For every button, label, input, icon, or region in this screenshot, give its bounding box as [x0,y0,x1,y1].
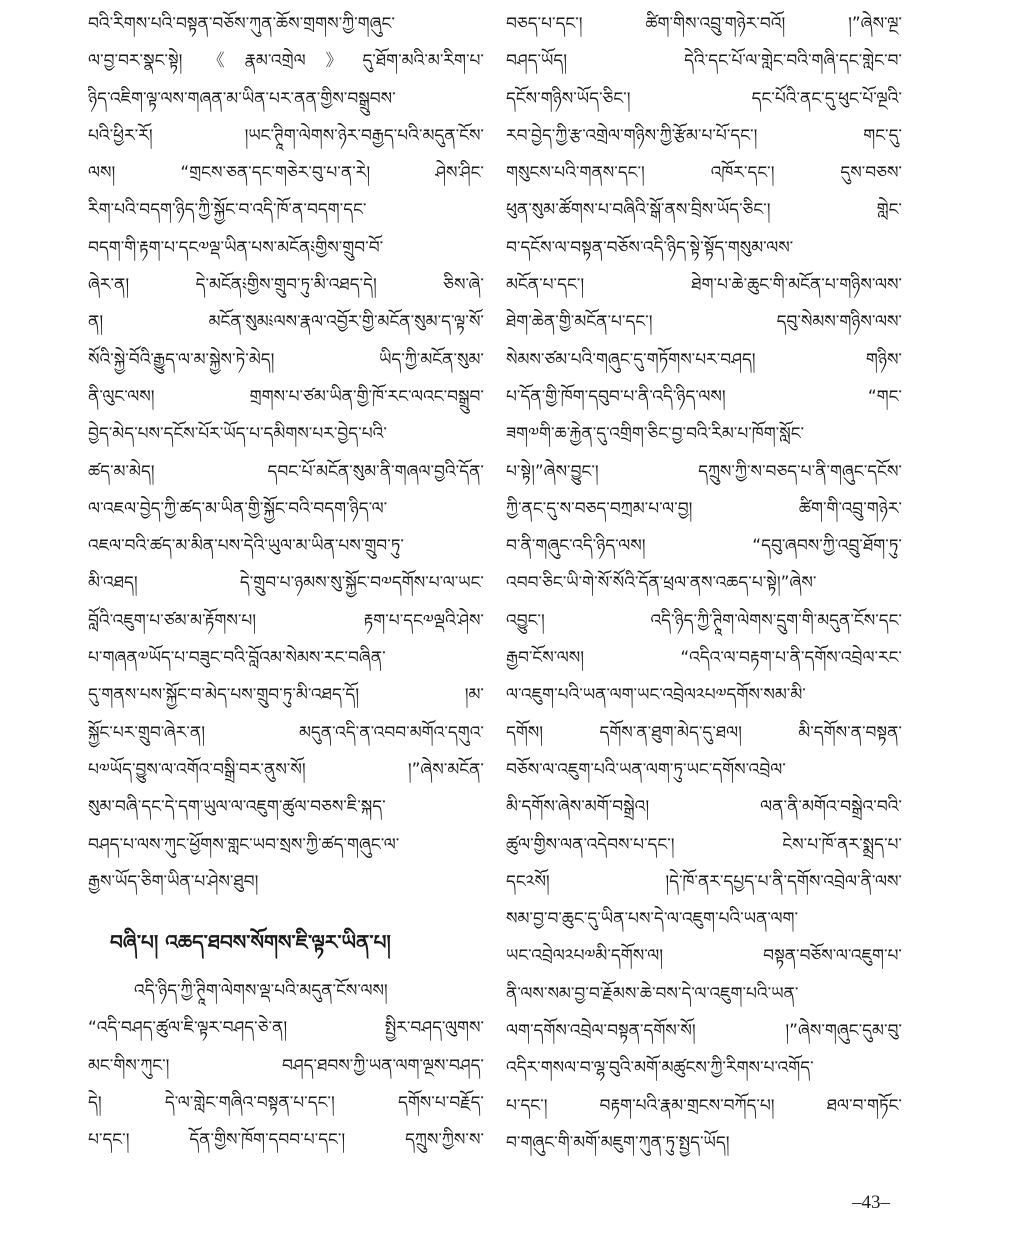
text-line: ཟག༧གི་ཆ་རྐྱེན་དུ་འགྲིག་ཅིང་བྱ་བའི་རིམ་པ་ཁོག་སློང་ [506,424,805,445]
text-line: རྒྱས་ཡོད་ཅིག་ཡིན་པ་ཤེས་ཐུབ། [88,871,259,892]
text-line: བློའི་འཇུག་པ་ཙམ་མ་རྟོགས་པ། རྟག་པ་དང༧ལྡའི་ཤེས་ [88,610,484,631]
text-line: དུ་གནས་པས་སྐྱོང་བ་མེད་པས་གྲུབ་ཏུ་མི་འཐད་དོ། །མ་ [88,685,484,706]
text-line: བཤད་པ་ལས་ཀུང་ཕྱོགས་གླང་ཡབ་སྲས་ཀྱི་ཚད་གཞུང་ལ་ [88,834,400,855]
text-line: པ་དོན་གྱི་ཁོག་དབུབ་པ་ནི་འདི་ཉིད་ལས། “གང་ [506,386,902,407]
text-line: དེ། དེ་ལ་གླེང་གཞིའ་བསྟན་པ་དང་། དགོས་པ་བརྗོད་ [88,1093,484,1114]
text-line: མང་གིས་ཀུང་། བཤད་ཐབས་ཀྱི་ཡན་ལག་ལྔས་བཤད་ [88,1055,484,1076]
text-line: ཚུལ་གྱིས་ལན་འདེབས་པ་དང་། ངེས་པ་ཁོ་ནར་སྨྲད་པ་ [506,834,902,855]
text-line: འབྱུང་། འདི་ཉིད་ཀྱི་ཊཱིག་ལེགས་དྲུག་གི་མདུན་ངོས་དང་ [506,610,902,631]
text-line: བ་གཞུང་གི་མགོ་མཇུག་ཀུན་ཏུ་སྤྱད་ཡོད། [506,1132,730,1153]
text-line: པ་གཞན༧ཡོད་པ་བཟུང་བའི་བློའམ་སེམས་རང་བཞིན་ [88,648,386,669]
text-line: སེམས་ཙམ་པའི་གཞུང་དུ་གཏོགས་པར་བཤད། གཉིས་ [506,349,902,370]
text-line: དང༢སོ། །དེ་ཁོ་ནར་དཔྱད་པ་ནི་དགོས་འབྲེལ་ནི་ལས་ [506,871,902,892]
text-line: ལ་བྱ་བར་སྣང་སྟེ། 《རྣམ་འགྲེལ》དུ་ཐོག་མའི་མ་རིག་པ་ [88,51,484,72]
text-line: སྐྱོང་པར་གྲུབ་ཞེར་ན། མདུན་འདི་ན་འབབ་མགོའ་དགུའ་ [88,722,484,743]
text-line: ཐེག་ཆེན་གྱི་མངོན་པ་དང་། དབུ་སེམས་གཉིས་ལས་ [506,312,902,333]
text-line: འདིར་གསལ་བ་ལྷ་བུའི་མགོ་མཚུངས་ཀྱི་རིགས་པ་འགོད་ [506,1058,814,1079]
text-line: ཉིད་འཇིག་ལྟ་ལས་གཞན་མ་ཡིན་པར་ནན་གྱིས་བསྒྲུབས་ [88,88,396,109]
text-line: འདི་ཉིད་ཀྱི་ཊཱིག་ལེགས་ལྡ་པའི་མདུན་ངོས་ལས། [134,981,388,1002]
page-number: –43– [852,1192,890,1213]
text-line: མངོན་པ་དང་། ཐེག་པ་ཆེ་ཆུང་གི་མངོན་པ་གཉིས་ལས་ [506,275,902,296]
text-line: གསུངས་པའི་གནས་དང་། འཁོར་དང་། དུས་བཅས་ [506,163,902,184]
text-line: ལག་དགོས་འབྲེལ་བསྟན་དགོས་སོ། །”ཞེས་གཞུང་དུམ་བུ་ [506,1021,902,1042]
text-line: ནི་ལས་སམ་བྱ་བ་རྗོམས་ཆེ་བས་དེ་ལ་འཇུག་པའི་ཡན་ [506,983,799,1004]
text-line: བ་དངོས་ལ་བསྟན་བཅོས་འདི་ཉིད་སྟེ་སྟོད་གསུམ་ལས་ [506,237,794,258]
text-line: མི་འཐད། དེ་གྲུབ་པ་ཉམས་སུ་སྐྱོང་བ༧དགོས་པ་ལ་ཡང་ [88,573,484,594]
text-line: ཞེར་ན། དེ་མངོན༴གྱིས་གྲུབ་ཏུ་མི་འཐད་དེ། ཅིས་ཞེ་ [88,275,484,296]
text-line: རིག་པའི་བདག་ཉིད་ཀྱི་སྐྱོང་བ་འདི་ཁོ་ན་བདག་དང་ [88,200,367,221]
text-line: བདག་གི་རྟག་པ་དང༧ལྡ་ཡིན་པས་མངོན༴གྱིས་གྲུབ་བོ་ [88,237,384,258]
text-line: འཇལ་བའི་ཚད་མ་མིན་པས་དེའི་ཡུལ་མ་ཡིན་པས་གྲུབ་ཏུ་ [88,536,404,557]
text-line: ཚད་མ་མེད། དབང་པོ་མངོན་སུམ་ནི་གཞལ་བྱའི་དོན་ [88,461,484,482]
text-line: ལ་འཇལ་བྱེད་ཀྱི་ཚད་མ་ཡིན་གྱི་སྐྱོང་བའི་བདག་ཉིད་ལ་ [88,498,388,519]
text-line: པའི་ཕྱིར་རོ། །ཡང་ཊཱིག་ལེགས་ཉེར་བརྒྱད་པའི་མདུན་ངོས་ [88,125,484,146]
text-line: བའི་རིགས་པའི་བསྟན་བཅོས་ཀུན་ཆོས་གྲགས་ཀྱི་གཞུང་ [88,14,395,34]
text-line: སོའི་སྐྱེ་བོའི་རྒྱུད་ལ་མ་སྐྱེས་ཏེ་མེད། ཡིད་ཀྱི་མངོན་སུམ་ [88,349,484,370]
text-line: དགོས། དགོས་ན་ཐུག་མེད་དུ་ཐལ། མི་དགོས་ན་བསྟན་ [506,722,902,743]
text-line: སམ་བྱ་བ་ཆུང་དུ་ཡིན་པས་དེ་ལ་འཇུག་པའི་ཡན་ལག་ [506,909,799,930]
paragraph-1 [88,6,484,901]
text-line: པ༧ཡོད་བྱུས་ལ་འགོའ་བསྒྲི་བར་ནུས་སོ། །”ཞེས་མངོན་ [88,759,484,780]
text-line: ན། མངོན་སུམ༴ལས་རྣལ་འབྱོར་གྱི་མངོན་སུམ་ད་ལྟ་སོ་ [88,312,484,333]
text-line: དངོས་གཉིས་ཡོད་ཅིང་། དང་པོའི་ནང་དུ་ཕུང་པོ་ལྔའི་ [506,88,902,109]
section-heading: བཞི་པ། འཆད་ཐབས་སོགས་ཇི་ལྟར་ཡིན་པ། [110,930,391,955]
text-line: རབ་བྱེད་ཀྱི་རྩ་འགྲེལ་གཉིས་ཀྱི་རྩོམ་པ་པོ་དང་། གང་དུ་ [506,125,902,146]
text-line: པ་སྟེ།”ཞེས་བྱུང་། དཀྲུས་ཀྱི་ས་བཅད་པ་ནི་གཞུང་དངོས་ [506,461,902,482]
text-line: པ་དང་། བརྟག་པའི་རྣམ་གྲངས་བཀོད་པ། ཐལ་བ་གཏོང་ [506,1095,902,1116]
text-line: བ་ནི་གཞུང་འདི་ཉིད་ལས། “དབུ་ཞབས་ཀྱི་འབྲུ་ཐོག་ཏུ་ [506,536,902,557]
text-line: ལས། “གྲངས་ཅན་དང་གཅེར་བུ་པ་ན་རེ། ཤེས་ཤིང་ [88,163,484,184]
right-column [506,6,902,1162]
text-line: ཕུན་སུམ་ཚོགས་པ་བཞིའི་སྒོ་ནས་བྲིས་ཡོད་ཅིང་། གླེང་ [506,200,902,221]
text-line: ཀྱི་ནང་དུ་ས་བཅད་བཀྲམ་པ་ལ་བྱ། ཚིག་གི་འབྲུ་གཉེར་ [506,498,902,519]
text-line: རྒྱབ་ངོས་ལས། “འདིའ་ལ་བརྟག་པ་ནི་དགོས་འབྲེལ་རང་ [506,648,902,669]
text-line: ལ་འཇུག་པའི་ཡན་ལག་ཡང་འབྲེལ༢པ༧དགོས་སམ་མི་ [506,685,806,706]
text-line: པ་དང་། དོན་གྱིས་ཁོག་དབབ་པ་དང་། དཀྲུས་ཀྱིས་ས་ [88,1130,484,1151]
text-line: བཅད་པ་དང་། ཚིག་གིས་འབྲུ་གཉེར་བའོ། །”ཞེས་ལྔ་ [506,14,902,34]
text-line: མི་དགོས་ཞེས་མགོ་བསྒྲེའ། ལན་ནི་མགོའ་བསྒྲེའ་བའི་ [506,797,902,818]
text-line: འབབ་ཅིང་ཡི་གེ་སོ་སོའི་དོན་ཕྲལ་ནས་འཆད་པ་སྟེ།”ཞེས་ [506,573,817,594]
text-line: ཡང་འབྲེལ༢པ༧མི་དགོས་ལ། བསྟན་བཅོས་ལ་འཇུག་པ་ [506,946,902,967]
text-line: བཅོས་ལ་འཇུག་པའི་ཡན་ལག་ཏུ་ཡང་དགོས་འབྲེལ་ [506,759,786,780]
text-line: བཤད་ཡོད། དེའི་དང་པོ་ལ་གླེང་བའི་གཞི་དང་གླེང་བ་ [506,51,902,72]
text-line: བྱེད་མེད་པས་དངོས་པོར་ཡོད་པ་དམིགས་པར་བྱེད་པའི་ [88,424,387,445]
left-column [88,6,484,1160]
text-line: སུམ་བཞི་དང་དེ་དག་ཡུལ་ལ་འཇུག་ཚུལ་བཅས་ཇི་སྐད་ [88,797,386,818]
text-line: “འདི་བཤད་ཚུལ་ཇི་ལྟར་བཤད་ཅེ་ན། སྤྱིར་བཤད་ལུགས་ [88,1018,484,1039]
text-line: ནི་ལུང་ལས། གྲགས་པ་ཙམ་ཡིན་གྱི་ཁོ་རང་ལའང་བསྒྲུབ་ [88,386,484,407]
paragraph-2 [88,973,484,1159]
